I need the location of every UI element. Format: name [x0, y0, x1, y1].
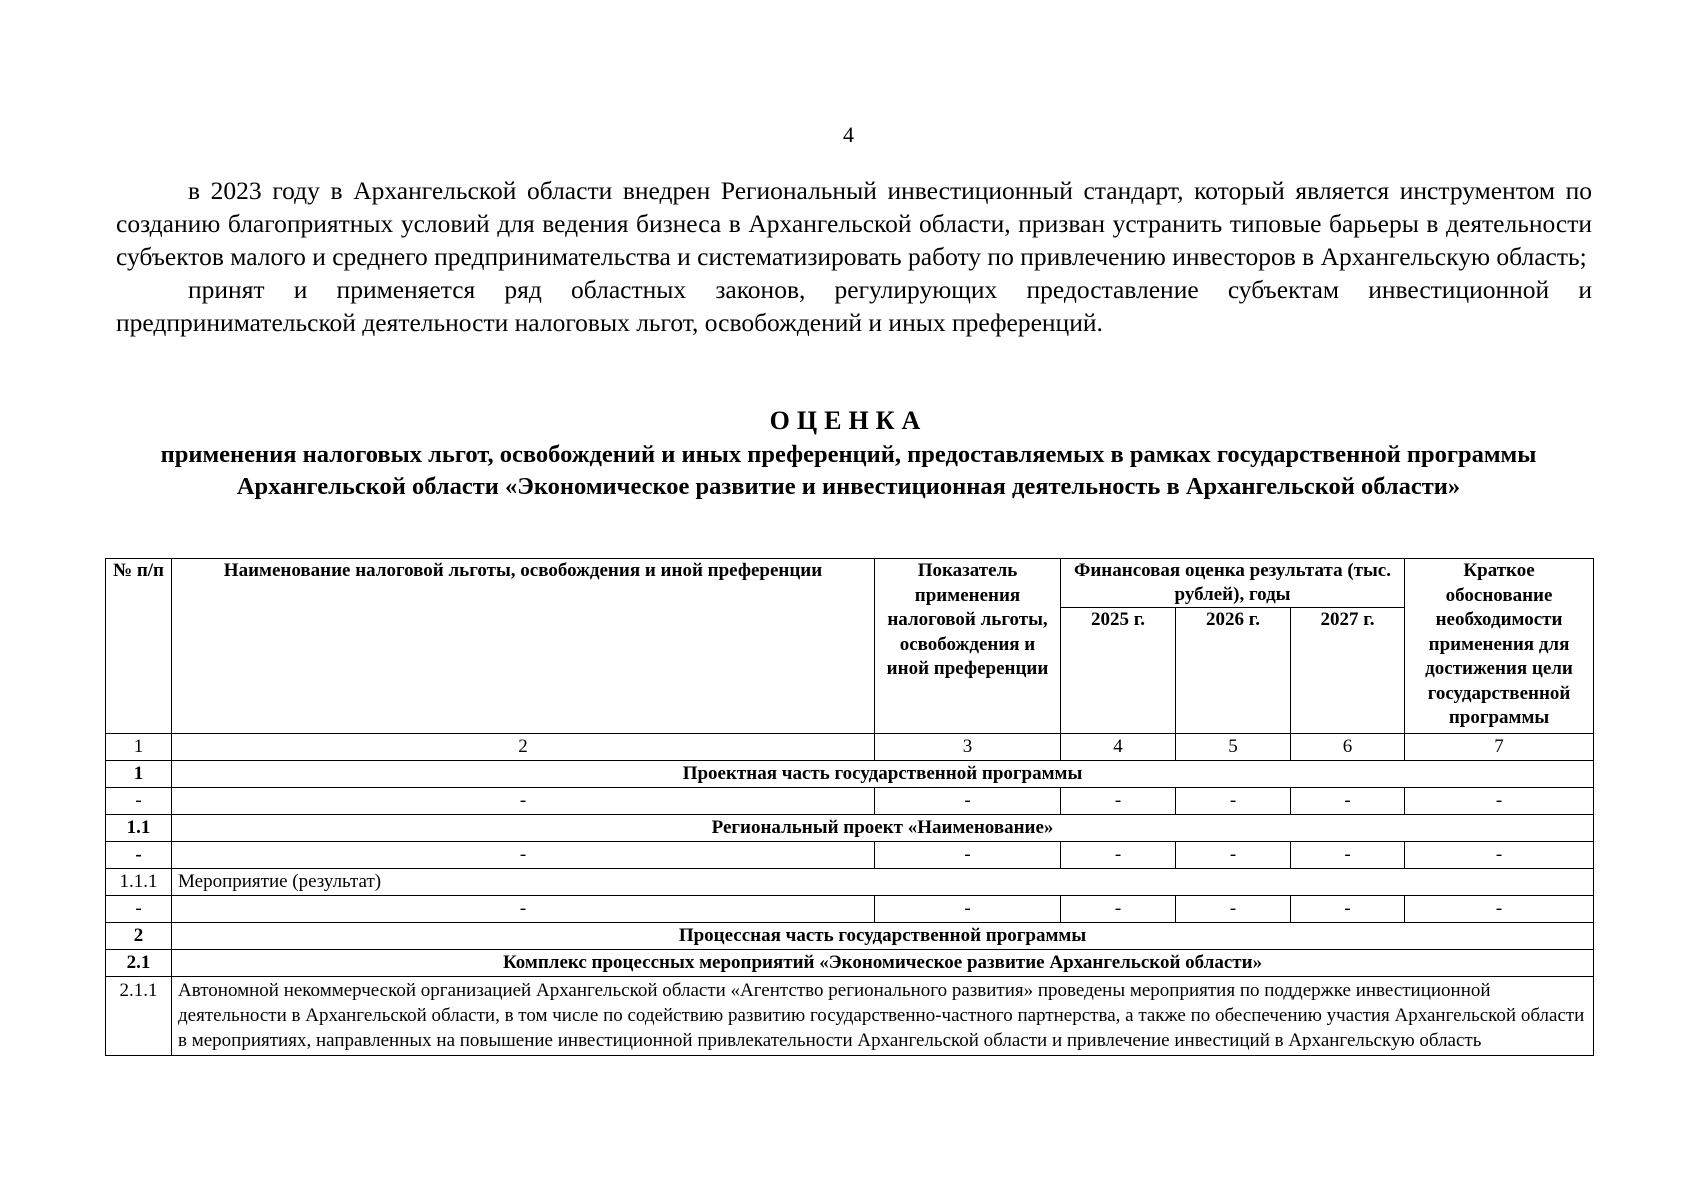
- header-financial: Финансовая оценка результата (тыс. рублей), годы: [1061, 559, 1405, 608]
- column-numbering-row: [106, 734, 1594, 761]
- header-number: № п/п: [106, 559, 172, 734]
- column-number: 2: [172, 734, 875, 761]
- document-title: ОЦЕНКА: [769, 406, 928, 435]
- header-year-2026: 2026 г.: [1176, 608, 1291, 734]
- dash-cell: -: [1405, 896, 1594, 923]
- column-number: 5: [1176, 734, 1291, 761]
- row-number: 1.1: [106, 815, 172, 842]
- dash-cell: -: [1405, 842, 1594, 869]
- column-number: 7: [1405, 734, 1594, 761]
- dash-cell: -: [1291, 788, 1405, 815]
- dash-cell: -: [875, 788, 1061, 815]
- paragraph: в 2023 году в Архангельской области внедрен Региональный инвестиционный стандарт, который является инструментом по созданию благоприятных условий для ведения бизнеса в Архангельской области, призван устранить типовые барьеры в деятельности субъектов малого и среднего предпринимательства и систематизировать работу по привлечению инвесторов в Архангельскую область;: [116, 176, 1592, 271]
- dash-cell: -: [875, 896, 1061, 923]
- row-number: 1.1.1: [106, 869, 172, 896]
- dash-cell: -: [1061, 896, 1176, 923]
- dash-cell: -: [172, 842, 875, 869]
- title-block: [0, 405, 1697, 503]
- page-number: 4: [843, 122, 854, 147]
- dash-cell: -: [1176, 896, 1291, 923]
- dash-cell: -: [1291, 842, 1405, 869]
- section-row: [106, 761, 1594, 788]
- dash-cell: -: [172, 896, 875, 923]
- header-year-2025: 2025 г.: [1061, 608, 1176, 734]
- row-number: 2: [106, 923, 172, 950]
- header-justification: Краткое обоснование необходимости применения для достижения цели государственной программы: [1405, 559, 1594, 734]
- table-header-row: [106, 559, 1594, 608]
- body-text: [116, 174, 1592, 339]
- table-row: [106, 788, 1594, 815]
- dash-cell: -: [1061, 842, 1176, 869]
- dash-cell: -: [1291, 896, 1405, 923]
- document-subtitle: применения налоговых льгот, освобождений и иных преференций, предоставляемых в рамках государственной программы Архангельской области «Экономическое развитие и инвестиционная деятельность в Архангельской области»: [160, 441, 1537, 500]
- column-number: 4: [1061, 734, 1176, 761]
- dash-cell: -: [106, 788, 172, 815]
- section-row: [106, 923, 1594, 950]
- column-number: 3: [875, 734, 1061, 761]
- section-title: Процессная часть государственной программы: [172, 923, 1594, 950]
- header-name: Наименование налоговой льготы, освобождения и иной преференции: [172, 559, 875, 734]
- paragraph: принят и применяется ряд областных законов, регулирующих предоставление субъектам инвестиционной и предпринимательской деятельности налоговых льгот, освобождений и иных преференций.: [116, 275, 1592, 337]
- item-description: Автономной некоммерческой организацией Архангельской области «Агентство регионального развития» проведены мероприятия по поддержке инвестиционной деятельности в Архангельской области, в том числе по содействию развитию государственно-частного партнерства, а также по обеспечению участия Архангельской области в мероприятиях, направленных на повышение инвестиционной привлекательности Архангельской области и привлечение инвестиций в Архангельскую область: [172, 977, 1594, 1056]
- section-row: [106, 815, 1594, 842]
- row-number: 2.1: [106, 950, 172, 977]
- assessment-table: [105, 558, 1594, 1056]
- header-year-2027: 2027 г.: [1291, 608, 1405, 734]
- table-row: [106, 842, 1594, 869]
- dash-cell: -: [1061, 788, 1176, 815]
- dash-cell: -: [875, 842, 1061, 869]
- table-row: [106, 977, 1594, 1056]
- dash-cell: -: [1176, 842, 1291, 869]
- row-number: 1: [106, 761, 172, 788]
- table-row: [106, 869, 1594, 896]
- section-title: Региональный проект «Наименование»: [172, 815, 1594, 842]
- section-title: Комплекс процессных мероприятий «Экономическое развитие Архангельской области»: [172, 950, 1594, 977]
- measure-title: Мероприятие (результат): [172, 869, 1594, 896]
- dash-cell: -: [106, 842, 172, 869]
- section-row: [106, 950, 1594, 977]
- header-indicator: Показатель применения налоговой льготы, освобождения и иной преференции: [875, 559, 1061, 734]
- section-title: Проектная часть государственной программы: [172, 761, 1594, 788]
- dash-cell: -: [1405, 788, 1594, 815]
- dash-cell: -: [106, 896, 172, 923]
- dash-cell: -: [172, 788, 875, 815]
- row-number: 2.1.1: [106, 977, 172, 1056]
- dash-cell: -: [1176, 788, 1291, 815]
- column-number: 1: [106, 734, 172, 761]
- column-number: 6: [1291, 734, 1405, 761]
- table-row: [106, 896, 1594, 923]
